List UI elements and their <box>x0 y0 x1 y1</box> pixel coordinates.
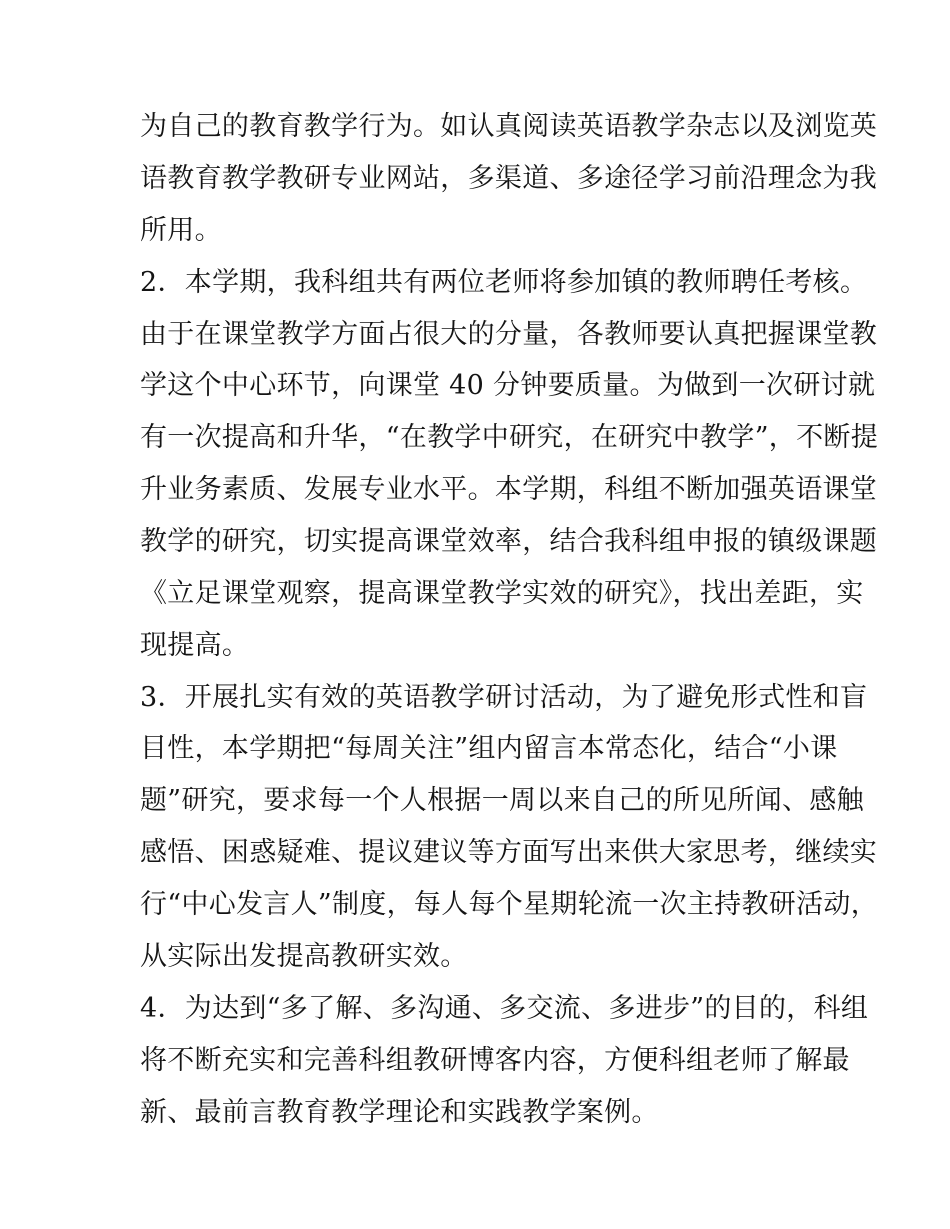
text-line: 感悟、困惑疑难、提议建议等方面写出来供大家思考，继续实 <box>140 837 878 868</box>
text-line: 有一次提高和升华，“在教学中研究，在研究中教学”，不断提 <box>140 422 879 453</box>
text-line: 《立足课堂观察，提高课堂教学实效的研究》，找出差距，实 <box>140 578 864 609</box>
text-line: 新、最前言教育教学理论和实践教学案例。 <box>140 1097 659 1128</box>
text-line: 题”研究，要求每一个人根据一周以来自己的所见所闻、感触 <box>140 785 864 816</box>
text-line: 行“中心发言人”制度，每人每个星期轮流一次主持教研活动， <box>140 889 879 920</box>
text-line: 学这个中心环节，向课堂 40 分钟要质量。为做到一次研讨就 <box>140 370 876 401</box>
text-line: 为自己的教育教学行为。如认真阅读英语教学杂志以及浏览英 <box>140 111 878 142</box>
text-line: 教学的研究，切实提高课堂效率，结合我科组申报的镇级课题 <box>140 526 878 557</box>
paragraph-2-start: 2．本学期，我科组共有两位老师将参加镇的教师聘任考核。 <box>140 267 868 298</box>
text-line: 目性，本学期把“每周关注”组内留言本常态化，结合“小课 <box>140 733 838 764</box>
text-line: 从实际出发提高教研实效。 <box>140 941 468 972</box>
text-line: 由于在课堂教学方面占很大的分量，各教师要认真把握课堂教 <box>140 319 878 350</box>
text-line: 将不断充实和完善科组教研博客内容，方便科组老师了解最 <box>140 1045 850 1076</box>
text-line: 现提高。 <box>140 630 250 661</box>
paragraph-3-start: 3．开展扎实有效的英语教学研讨活动，为了避免形式性和盲 <box>140 682 868 713</box>
text-line: 升业务素质、发展专业水平。本学期，科组不断加强英语课堂 <box>140 474 878 505</box>
text-line: 所用。 <box>140 215 222 246</box>
text-line: 语教育教学教研专业网站，多渠道、多途径学习前沿理念为我 <box>140 163 878 194</box>
paragraph-4-start: 4．为达到“多了解、多沟通、多交流、多进步”的目的，科组 <box>140 993 869 1024</box>
